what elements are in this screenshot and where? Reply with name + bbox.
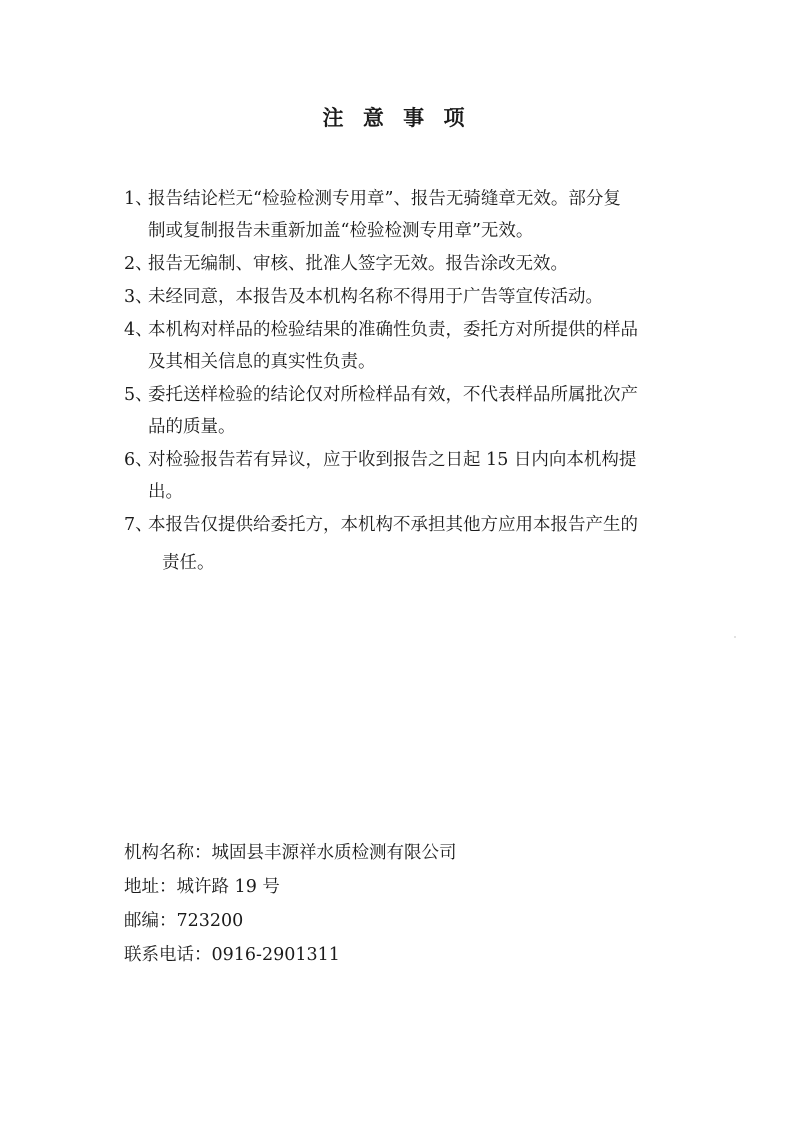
page-title: 注 意 事 项 — [322, 105, 471, 130]
notice-text: 本机构对样品的检验结果的准确性负责，委托方对所提供的样品 及其相关信息的真实性负责。 — [148, 320, 638, 372]
notice-number: 4、 — [124, 320, 153, 340]
notice-item-7 — [124, 509, 714, 579]
notice-item-2 — [124, 248, 714, 280]
notice-text: 报告无编制、审核、批准人签字无效。报告涂改无效。 — [148, 254, 568, 274]
organization-postcode: 邮编：723200 — [124, 911, 244, 931]
organization-info — [124, 836, 457, 972]
notice-number: 1、 — [124, 189, 153, 209]
notice-text: 本报告仅提供给委托方，本机构不承担其他方应用本报告产生的 — [148, 515, 638, 535]
notice-text: 委托送样检验的结论仅对所检样品有效，不代表样品所属批次产 品的质量。 — [148, 385, 638, 437]
notice-text: 报告结论栏无“检验检测专用章”、报告无骑缝章无效。部分复 制或复制报告未重新加盖“检验检测专用章”无效。 — [148, 189, 621, 241]
organization-address: 地址：城许路 19 号 — [124, 877, 280, 897]
scan-speck — [734, 636, 736, 638]
notice-number: 2、 — [124, 254, 153, 274]
notice-item-5 — [124, 379, 714, 443]
organization-name: 机构名称：城固县丰源祥水质检测有限公司 — [124, 843, 457, 863]
notice-number: 5、 — [124, 385, 153, 405]
notice-number: 3、 — [124, 287, 153, 307]
notice-number: 6、 — [124, 450, 153, 470]
notice-item-3 — [124, 281, 714, 313]
notice-text: 未经同意，本报告及本机构名称不得用于广告等宣传活动。 — [148, 287, 603, 307]
notice-list — [124, 183, 714, 580]
notice-item-6 — [124, 444, 714, 508]
organization-phone: 联系电话：0916-2901311 — [124, 945, 340, 965]
notice-number: 7、 — [124, 515, 153, 535]
notice-text-continuation: 责任。 — [162, 553, 215, 573]
notice-item-1 — [124, 183, 714, 247]
notice-text: 对检验报告若有异议，应于收到报告之日起 15 日内向本机构提 出。 — [148, 450, 637, 502]
notice-item-4 — [124, 314, 714, 378]
